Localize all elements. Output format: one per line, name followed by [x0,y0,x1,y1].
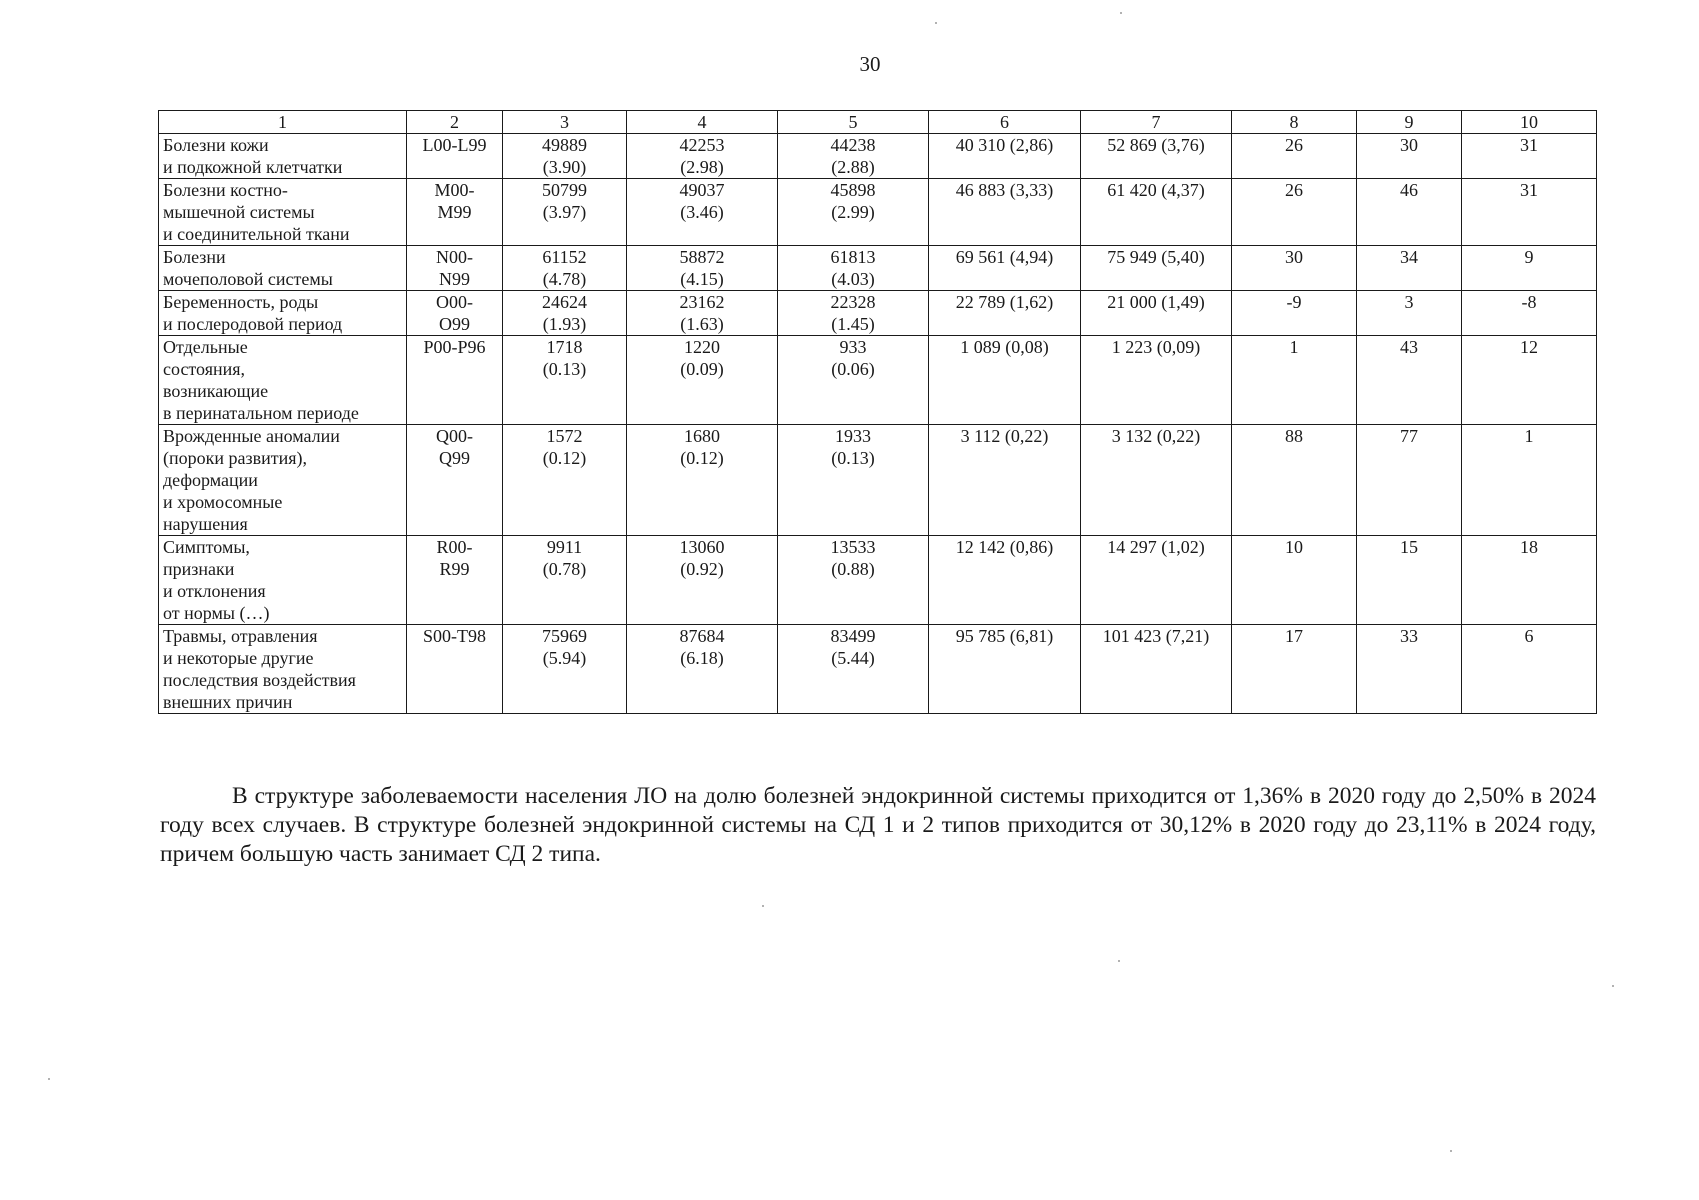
value-cell-6: 95 785 (6,81) [929,625,1081,714]
value-cell-7: 1 223 (0,09) [1081,336,1232,425]
disease-class-name: Врожденные аномалии (пороки развития), деформации и хромосомные нарушения [159,425,407,536]
scan-speck [48,1078,50,1080]
table-row [159,134,1597,179]
value-cell-10: 31 [1462,179,1597,246]
value-cell-7: 3 132 (0,22) [1081,425,1232,536]
disease-class-name: Симптомы, признаки и отклонения от нормы (…) [159,536,407,625]
value-cell-10: -8 [1462,291,1597,336]
icd-code: Q00- Q99 [407,425,503,536]
body-paragraph [160,782,1596,869]
value-cell-7: 52 869 (3,76) [1081,134,1232,179]
scan-speck [762,905,764,907]
value-cell-7: 14 297 (1,02) [1081,536,1232,625]
value-cell-9: 33 [1357,625,1462,714]
value-cell-6: 12 142 (0,86) [929,536,1081,625]
value-cell-9: 46 [1357,179,1462,246]
value-cell-6: 3 112 (0,22) [929,425,1081,536]
value-cell-3: 61152 (4.78) [503,246,627,291]
value-cell-10: 12 [1462,336,1597,425]
header-cell: 6 [929,111,1081,134]
header-cell: 5 [778,111,929,134]
paragraph-text: В структуре заболеваемости населения ЛО на долю болезней эндокринной системы приходится от 1,36% в 2020 году до 2,50% в 2024 году всех случаев. В структуре болезней эндокринной системы на СД 1 и 2 типов приходится от 30,12% в 2020 году до 23,11% в 2024 году, причем большую часть занимает СД 2 типа. [160,783,1596,867]
icd-code: R00- R99 [407,536,503,625]
header-cell: 1 [159,111,407,134]
value-cell-4: 1220 (0.09) [627,336,778,425]
scan-speck [1120,12,1122,14]
value-cell-5: 45898 (2.99) [778,179,929,246]
value-cell-5: 83499 (5.44) [778,625,929,714]
value-cell-10: 6 [1462,625,1597,714]
scan-speck [1118,960,1120,962]
header-cell: 4 [627,111,778,134]
table-row [159,291,1597,336]
value-cell-5: 933 (0.06) [778,336,929,425]
table-row [159,425,1597,536]
value-cell-3: 9911 (0.78) [503,536,627,625]
value-cell-10: 1 [1462,425,1597,536]
icd-code: N00- N99 [407,246,503,291]
disease-class-name: Болезни кожи и подкожной клетчатки [159,134,407,179]
value-cell-5: 22328 (1.45) [778,291,929,336]
value-cell-4: 58872 (4.15) [627,246,778,291]
scan-speck [935,22,937,24]
icd-code: P00-P96 [407,336,503,425]
value-cell-8: -9 [1232,291,1357,336]
header-cell: 9 [1357,111,1462,134]
header-cell: 7 [1081,111,1232,134]
value-cell-4: 23162 (1.63) [627,291,778,336]
disease-class-name: Беременность, роды и послеродовой период [159,291,407,336]
disease-class-name: Травмы, отравления и некоторые другие последствия воздействия внешних причин [159,625,407,714]
value-cell-9: 34 [1357,246,1462,291]
value-cell-10: 18 [1462,536,1597,625]
value-cell-4: 49037 (3.46) [627,179,778,246]
value-cell-9: 30 [1357,134,1462,179]
icd-code: O00- O99 [407,291,503,336]
value-cell-9: 77 [1357,425,1462,536]
icd-code: M00- M99 [407,179,503,246]
value-cell-3: 1572 (0.12) [503,425,627,536]
value-cell-8: 17 [1232,625,1357,714]
value-cell-6: 1 089 (0,08) [929,336,1081,425]
table-row [159,625,1597,714]
value-cell-9: 3 [1357,291,1462,336]
value-cell-9: 43 [1357,336,1462,425]
value-cell-8: 30 [1232,246,1357,291]
icd-code: S00-T98 [407,625,503,714]
scan-speck [1612,985,1614,987]
header-cell: 3 [503,111,627,134]
icd-code: L00-L99 [407,134,503,179]
value-cell-3: 49889 (3.90) [503,134,627,179]
value-cell-4: 42253 (2.98) [627,134,778,179]
table-row [159,536,1597,625]
value-cell-8: 10 [1232,536,1357,625]
table-header-row [159,111,1597,134]
table-row [159,336,1597,425]
value-cell-5: 13533 (0.88) [778,536,929,625]
value-cell-7: 61 420 (4,37) [1081,179,1232,246]
disease-class-name: Болезни мочеполовой системы [159,246,407,291]
value-cell-7: 101 423 (7,21) [1081,625,1232,714]
value-cell-6: 22 789 (1,62) [929,291,1081,336]
disease-class-name: Болезни костно- мышечной системы и соединительной ткани [159,179,407,246]
value-cell-6: 46 883 (3,33) [929,179,1081,246]
value-cell-3: 1718 (0.13) [503,336,627,425]
value-cell-8: 1 [1232,336,1357,425]
value-cell-5: 44238 (2.88) [778,134,929,179]
header-cell: 10 [1462,111,1597,134]
scan-speck [1450,1150,1452,1152]
table-row [159,179,1597,246]
page-number: 30 [859,52,881,76]
value-cell-8: 26 [1232,134,1357,179]
value-cell-6: 40 310 (2,86) [929,134,1081,179]
value-cell-3: 24624 (1.93) [503,291,627,336]
disease-class-name: Отдельные состояния, возникающие в перинатальном периоде [159,336,407,425]
value-cell-7: 21 000 (1,49) [1081,291,1232,336]
value-cell-4: 87684 (6.18) [627,625,778,714]
value-cell-5: 61813 (4.03) [778,246,929,291]
value-cell-3: 75969 (5.94) [503,625,627,714]
value-cell-10: 31 [1462,134,1597,179]
header-cell: 2 [407,111,503,134]
value-cell-9: 15 [1357,536,1462,625]
value-cell-3: 50799 (3.97) [503,179,627,246]
value-cell-6: 69 561 (4,94) [929,246,1081,291]
value-cell-4: 13060 (0.92) [627,536,778,625]
value-cell-8: 26 [1232,179,1357,246]
table-row [159,246,1597,291]
value-cell-4: 1680 (0.12) [627,425,778,536]
value-cell-8: 88 [1232,425,1357,536]
value-cell-5: 1933 (0.13) [778,425,929,536]
morbidity-table [158,110,1597,714]
value-cell-7: 75 949 (5,40) [1081,246,1232,291]
value-cell-10: 9 [1462,246,1597,291]
header-cell: 8 [1232,111,1357,134]
